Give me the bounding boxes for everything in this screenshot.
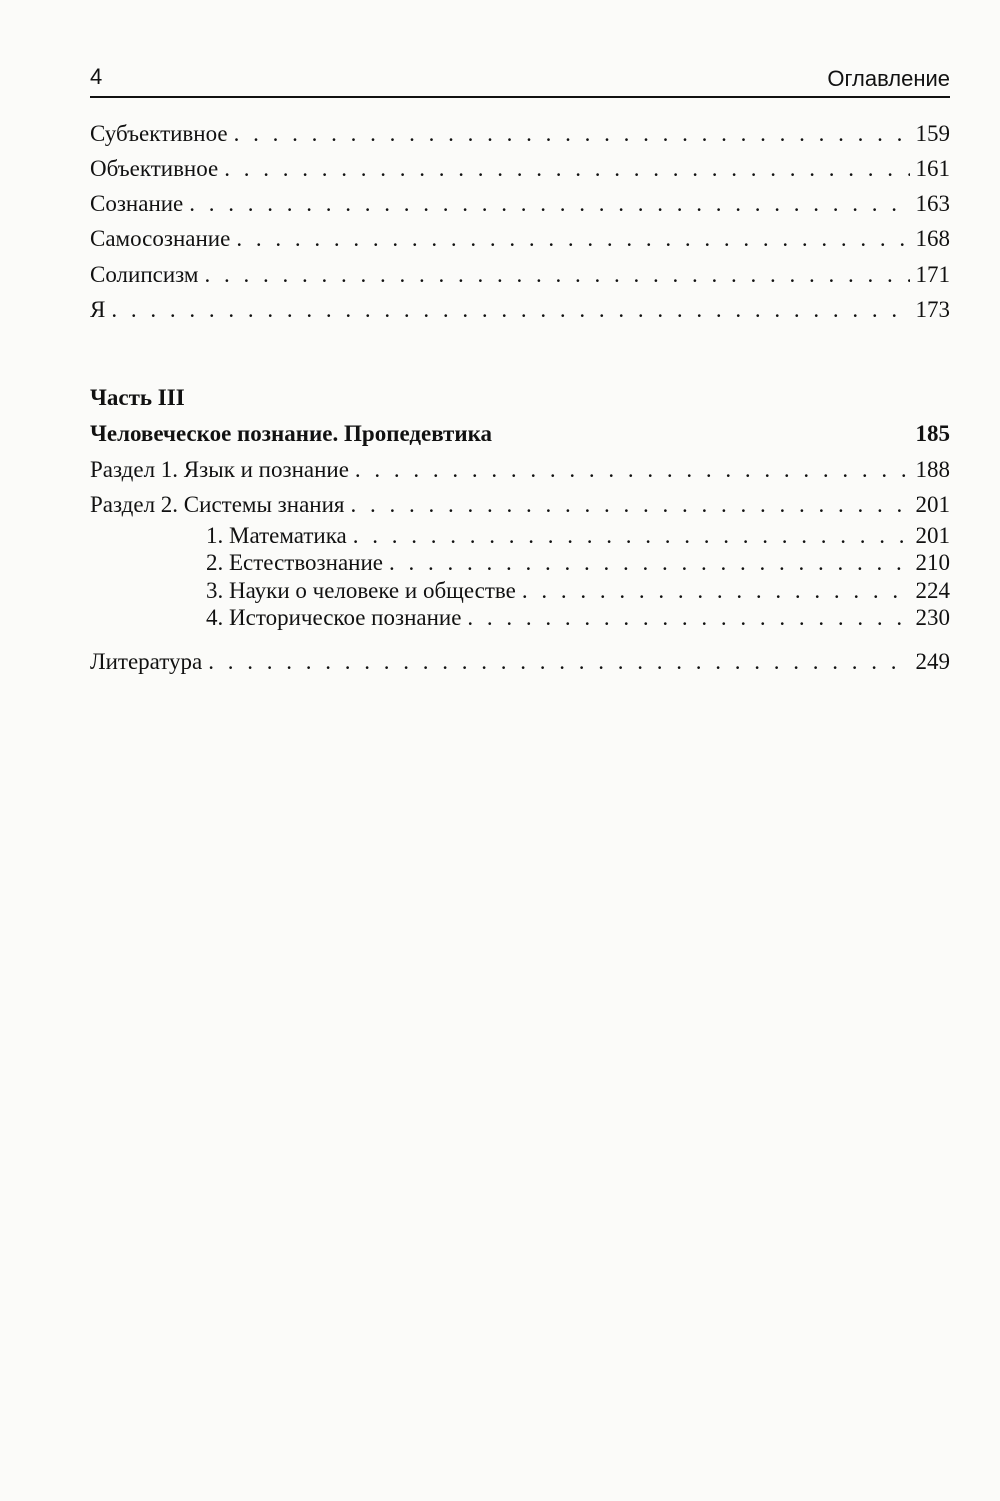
subsection-entry (206, 548, 950, 578)
subsection-label: 2. Естествознание (206, 550, 383, 575)
leader-dots (204, 260, 909, 290)
subsection-page: 201 (915, 523, 950, 548)
literature-label: Литература (90, 649, 203, 674)
section-entry (90, 455, 950, 485)
part-title: Человеческое познание. Пропедевтика (90, 421, 492, 446)
leader-dots (353, 521, 910, 551)
section-entry (90, 490, 950, 520)
leader-dots (467, 603, 909, 633)
subsection-label: 4. Историческое познание (206, 605, 462, 630)
subsection-entry (206, 576, 950, 606)
leader-dots (189, 189, 909, 219)
toc-entry-label: Объективное (90, 156, 219, 181)
section-page: 201 (915, 492, 950, 517)
toc-entry (90, 260, 950, 290)
toc-entry-label: Субъективное (90, 121, 228, 146)
literature-entry (90, 647, 950, 677)
toc-entry-label: Я (90, 297, 106, 322)
toc-entry (90, 154, 950, 184)
subsection-label: 3. Науки о человеке и обществе (206, 578, 516, 603)
toc-entry-label: Сознание (90, 191, 184, 216)
toc-entry (90, 295, 950, 325)
subsection-page: 230 (915, 605, 950, 630)
leader-dots (522, 576, 910, 606)
toc-entry-page: 163 (915, 191, 950, 216)
leader-dots (355, 455, 910, 485)
toc-entry-page: 168 (915, 226, 950, 251)
leader-dots (111, 295, 909, 325)
part-title-page: 185 (915, 421, 950, 446)
toc-entry (90, 224, 950, 254)
toc-entry-page: 173 (915, 297, 950, 322)
toc-entry (90, 189, 950, 219)
subsection-entry (206, 521, 950, 551)
subsection-page: 210 (915, 550, 950, 575)
toc-entry-page: 171 (915, 262, 950, 287)
page-number: 4 (90, 64, 103, 89)
leader-dots (350, 490, 909, 520)
toc-entry-page: 159 (915, 121, 950, 146)
leader-dots (234, 119, 910, 149)
subsection-entry (206, 603, 950, 633)
part-heading: Часть III (90, 385, 185, 410)
subsection-page: 224 (915, 578, 950, 603)
toc-entry-label: Самосознание (90, 226, 231, 251)
running-header (90, 60, 950, 98)
section-label: Раздел 1. Язык и познание (90, 457, 349, 482)
toc-entry-label: Солипсизм (90, 262, 199, 287)
section-label: Раздел 2. Системы знания (90, 492, 345, 517)
part-title-entry (90, 419, 950, 449)
leader-dots (236, 224, 909, 254)
leader-dots (389, 548, 910, 578)
toc-entry (90, 119, 950, 149)
running-title: Оглавление (827, 66, 950, 91)
subsection-label: 1. Математика (206, 523, 347, 548)
toc-entry-page: 161 (915, 156, 950, 181)
leader-dots (224, 154, 909, 184)
literature-page: 249 (915, 649, 950, 674)
section-page: 188 (915, 457, 950, 482)
leader-dots (208, 647, 909, 677)
